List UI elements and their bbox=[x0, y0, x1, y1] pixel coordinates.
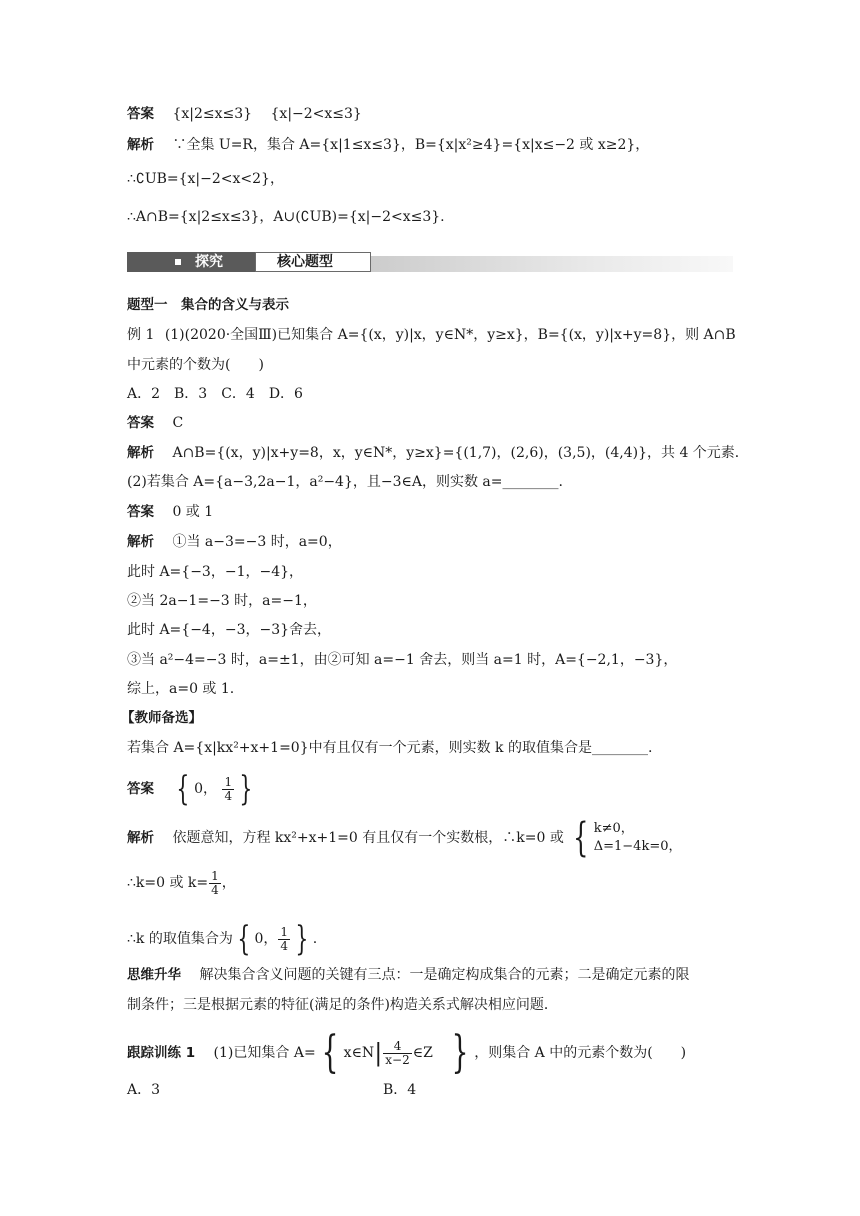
analysis-label: 解析 bbox=[127, 534, 154, 550]
example-1-analysis bbox=[127, 443, 749, 463]
example-label: 例 1 bbox=[127, 327, 155, 343]
example-1-answer bbox=[127, 413, 183, 433]
teacher-heading bbox=[121, 708, 216, 728]
analysis-text: ①当 a−3=−3 时，a=0， bbox=[172, 534, 342, 550]
answer-set-element: 0， bbox=[194, 781, 218, 797]
answer-label: 答案 bbox=[127, 781, 154, 797]
example-1-line-1 bbox=[127, 325, 736, 345]
type-title bbox=[127, 295, 303, 315]
section-banner bbox=[127, 250, 733, 274]
fraction: $\frac{1}{4}$ bbox=[211, 868, 219, 897]
answer-value: 0 或 1 bbox=[172, 504, 214, 520]
thinking-line-1 bbox=[127, 965, 689, 985]
example-1-line-2: 中元素的个数为( ) bbox=[127, 357, 264, 373]
analysis-line: 此时 A={−4，−3，−3}舍去， bbox=[127, 622, 332, 638]
teacher-k-line: ∴k=0 或 k= $\frac{1}{4}$ ， bbox=[127, 868, 236, 897]
equation-system: { k≠0， Δ=1−4k=0， bbox=[573, 815, 682, 861]
answer-label: 答案 bbox=[127, 504, 154, 520]
banner-right-text: 核心题型 bbox=[277, 254, 333, 270]
answer-label: 答案 bbox=[127, 106, 154, 122]
teacher-analysis bbox=[127, 815, 682, 861]
banner-left-text: 探究 bbox=[195, 254, 223, 270]
answer-value-1: {x|2≤x≤3} bbox=[172, 106, 253, 122]
analysis-line: 此时 A={−3，−1，−4}， bbox=[127, 564, 304, 580]
tracking-text: (1)已知集合 A= bbox=[213, 1045, 316, 1061]
top-analysis-line-1 bbox=[127, 135, 649, 155]
analysis-label: 解析 bbox=[127, 830, 154, 846]
teacher-set-line: ∴k 的取值集合为 { 0， $\frac{1}{4}$ } . bbox=[127, 919, 318, 959]
example-1-analysis-2 bbox=[127, 532, 342, 552]
square-bullet-icon bbox=[175, 259, 181, 265]
analysis-label: 解析 bbox=[127, 137, 154, 153]
example-1-q2: (2)若集合 A={a−3,2a−1，a²−4}，且−3∈A，则实数 a=________. bbox=[127, 474, 563, 490]
analysis-line: 综上，a=0 或 1. bbox=[127, 681, 235, 697]
analysis-text: A∩B={(x，y)|x+y=8，x，y∈N*，y≥x}={(1,7)，(2,6)，(3,5)，(4,4)}，共 4 个元素． bbox=[172, 445, 749, 461]
k-line-text: ∴k=0 或 k= bbox=[127, 875, 209, 891]
fraction: $\frac{1}{4}$ bbox=[224, 774, 233, 803]
set-line-text: ∴k 的取值集合为 bbox=[127, 931, 233, 947]
analysis-text: 依题意知，方程 kx²+x+1=0 有且仅有一个实数根，∴k=0 或 bbox=[172, 830, 564, 846]
analysis-label: 解析 bbox=[127, 445, 154, 461]
teacher-question: 若集合 A={x|kx²+x+1=0}中有且仅有一个元素，则实数 k 的取值集合是________. bbox=[127, 740, 653, 756]
top-analysis-line-3: ∴A∩B={x|2≤x≤3}，A∪(∁UB)={x|−2<x≤3}. bbox=[127, 209, 445, 225]
tracking-option-b: B．4 bbox=[383, 1082, 417, 1098]
thinking-line-2: 制条件；三是根据元素的特征(满足的条件)构造关系式解决相应问题． bbox=[127, 997, 558, 1013]
answer-label: 答案 bbox=[127, 415, 154, 431]
type-heading: 题型一 集合的含义与表示 bbox=[127, 297, 289, 313]
tracking-question: 跟踪训练 1 (1)已知集合 A= { x∈N| $\frac{4}{x-2}$ ∈Z } ，则集合 A 中的元素个数为( ) bbox=[127, 1027, 687, 1078]
thinking-text: 解决集合含义问题的关键有三点：一是确定构成集合的元素；二是确定元素的限 bbox=[199, 967, 690, 983]
analysis-line: ②当 2a−1=−3 时，a=−1， bbox=[127, 593, 317, 609]
answer-value-2: {x|−2<x≤3} bbox=[270, 106, 362, 122]
example-1-answer-2 bbox=[127, 502, 213, 522]
teacher-label: 【教师备选】 bbox=[121, 710, 202, 726]
top-answer-line bbox=[127, 104, 362, 124]
teacher-answer: 答案 { 0， $\frac{1}{4}$ } bbox=[127, 769, 253, 809]
thinking-label: 思维升华 bbox=[127, 967, 181, 983]
answer-value: C bbox=[172, 415, 184, 431]
example-question: (1)(2020·全国Ⅲ)已知集合 A={(x，y)|x，y∈N*，y≥x}，B={(x，y)|x+y=8}，则 A∩B bbox=[164, 327, 736, 343]
top-analysis-line-2: ∴∁UB={x|−2<x<2}， bbox=[127, 171, 284, 187]
example-1-options: A．2 B．3 C．4 D．6 bbox=[127, 386, 303, 402]
fraction: $\frac{1}{4}$ bbox=[280, 924, 289, 953]
tracking-option-a: A．3 bbox=[127, 1082, 161, 1098]
analysis-line: ③当 a²−4=−3 时，a=±1，由②可知 a=−1 舍去，则当 a=1 时，A={−2,1，−3}， bbox=[127, 652, 678, 668]
analysis-text: ∵全集 U=R，集合 A={x|1≤x≤3}，B={x|x²≥4}={x|x≤−2 或 x≥2}， bbox=[172, 137, 650, 153]
tracking-label: 跟踪训练 1 bbox=[127, 1045, 196, 1061]
